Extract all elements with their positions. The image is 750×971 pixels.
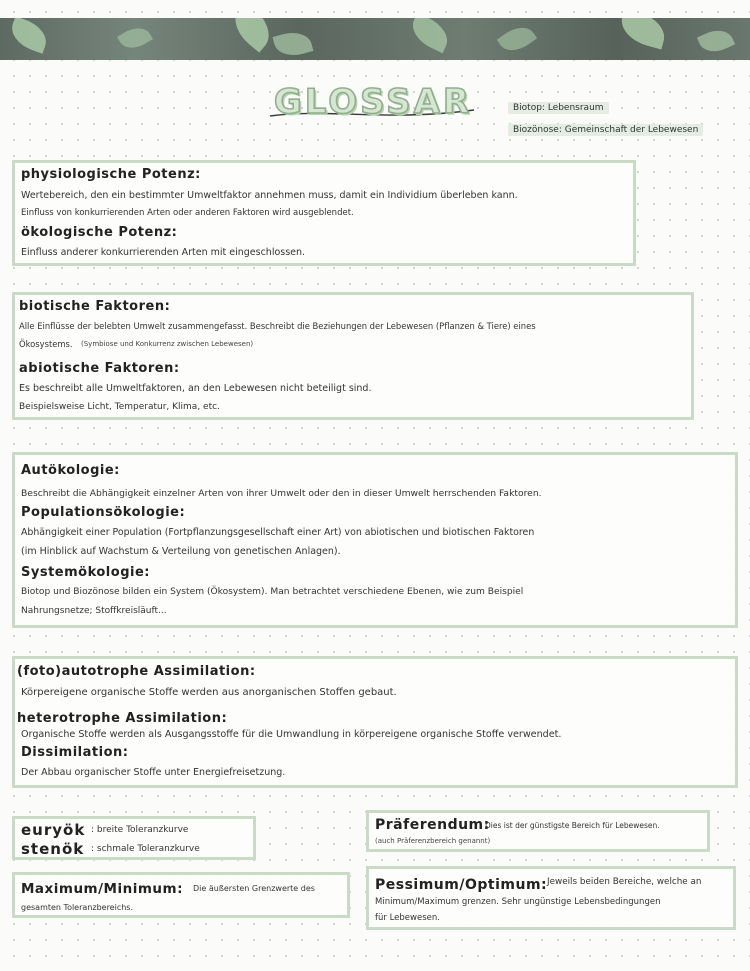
leaf-decoration <box>697 24 735 57</box>
leaf-decoration <box>406 18 453 53</box>
leaf-decoration <box>497 20 537 58</box>
term-praeferendum: Präferendum: <box>375 817 490 833</box>
definition-stenoek: : schmale Toleranzkurve <box>91 844 200 854</box>
heading-physiologische-potenz: physiologische Potenz: <box>21 167 201 182</box>
text-line: Beschreibt die Abhängigkeit einzelner Arten von ihrer Umwelt oder den in dieser Umwelt herrschenden Faktoren. <box>21 488 542 499</box>
note-praeferendum: (auch Präferenzbereich genannt) <box>375 837 491 845</box>
definition-praeferendum: Dies ist der günstigste Bereich für Lebewesen. <box>485 821 660 830</box>
text-line: Es beschreibt alle Umweltfaktoren, an den Lebewesen nicht beteiligt sind. <box>19 383 372 394</box>
box-potenz <box>12 160 636 266</box>
box-maximum-minimum <box>12 872 350 918</box>
leaf-decoration <box>7 18 52 54</box>
heading-dissimilation: Dissimilation: <box>21 745 129 760</box>
header-banner <box>0 18 750 60</box>
definition-pessimum-optimum: Jeweils beiden Bereiche, welche an <box>547 877 702 887</box>
page-title <box>268 82 478 130</box>
definition-euryoek: : breite Toleranzkurve <box>91 825 189 835</box>
definition-pessimum-optimum-cont: Minimum/Maximum grenzen. Sehr ungünstige Lebensbedingungen <box>375 897 661 907</box>
term-pessimum-optimum: Pessimum/Optimum: <box>375 877 548 893</box>
heading-systemoekologie: Systemökologie: <box>21 565 150 580</box>
note-biotop: Biotop: Lebensraum <box>508 102 609 114</box>
heading-populationsoekologie: Populationsökologie: <box>21 505 186 520</box>
text-line: Organische Stoffe werden als Ausgangsstoffe für die Umwandlung in körpereigene organische Stoffe verwendet. <box>21 729 562 740</box>
title-text: GLOSSAR <box>273 82 473 122</box>
text-line: Ökosystems. <box>19 339 73 349</box>
term-euryoek: euryök <box>21 821 86 839</box>
leaf-decoration <box>273 28 314 60</box>
box-praeferendum <box>366 810 710 852</box>
text-line: Einfluss anderer konkurrierenden Arten mit eingeschlossen. <box>21 247 306 258</box>
note-biozoenose: Biozönose: Gemeinschaft der Lebewesen <box>508 124 703 136</box>
definition-maximum-minimum: Die äußersten Grenzwerte des <box>193 884 315 893</box>
heading-biotische-faktoren: biotische Faktoren: <box>19 299 171 314</box>
text-line: Alle Einflüsse der belebten Umwelt zusammengefasst. Beschreibt die Beziehungen der Lebewesen (Pflanzen & Tiere) eines <box>19 321 536 331</box>
box-pessimum-optimum <box>366 866 736 930</box>
text-line: Abhängigkeit einer Population (Fortpflanzungsgesellschaft einer Art) von abiotischen und biotischen Faktoren <box>21 527 535 538</box>
text-line: Körpereigene organische Stoffe werden aus anorganischen Stoffen gebaut. <box>21 687 397 698</box>
text-line: Einfluss von konkurrierenden Arten oder anderen Faktoren wird ausgeblendet. <box>21 208 354 218</box>
box-oekologie <box>12 452 738 628</box>
text-line: (im Hinblick auf Wachstum & Verteilung von genetischen Anlagen). <box>21 546 341 557</box>
term-maximum-minimum: Maximum/Minimum: <box>21 881 183 897</box>
text-line: Beispielsweise Licht, Temperatur, Klima, etc. <box>19 402 220 412</box>
text-line: Wertebereich, den ein bestimmter Umweltfaktor annehmen muss, damit ein Individium überleben kann. <box>21 190 518 201</box>
heading-autoekologie: Autökologie: <box>21 463 120 478</box>
box-assimilation <box>12 656 738 788</box>
text-line: Biotop und Biozönose bilden ein System (Ökosystem). Man betrachtet verschiedene Ebenen, wie zum Beispiel <box>21 587 524 597</box>
heading-oekologische-potenz: ökologische Potenz: <box>21 225 178 240</box>
leaf-decoration <box>617 18 669 49</box>
box-euryoek-stenoek <box>12 816 256 860</box>
text-note: (Symbiose und Konkurrenz zwischen Lebewesen) <box>81 340 254 348</box>
text-line: Nahrungsnetze; Stoffkreisläuft... <box>21 606 167 616</box>
heading-fotoautotrophe-assimilation: (foto)autotrophe Assimilation: <box>17 664 256 679</box>
leaf-decoration <box>226 18 279 53</box>
definition-maximum-minimum-cont: gesamten Toleranzbereichs. <box>21 903 133 912</box>
leaf-decoration <box>117 22 153 54</box>
heading-abiotische-faktoren: abiotische Faktoren: <box>19 361 180 376</box>
text-line: Der Abbau organischer Stoffe unter Energiefreisetzung. <box>21 767 286 778</box>
heading-heterotrophe-assimilation: heterotrophe Assimilation: <box>17 711 228 726</box>
box-faktoren <box>12 292 694 420</box>
term-stenoek: stenök <box>21 840 85 858</box>
definition-pessimum-optimum-end: für Lebewesen. <box>375 913 440 923</box>
